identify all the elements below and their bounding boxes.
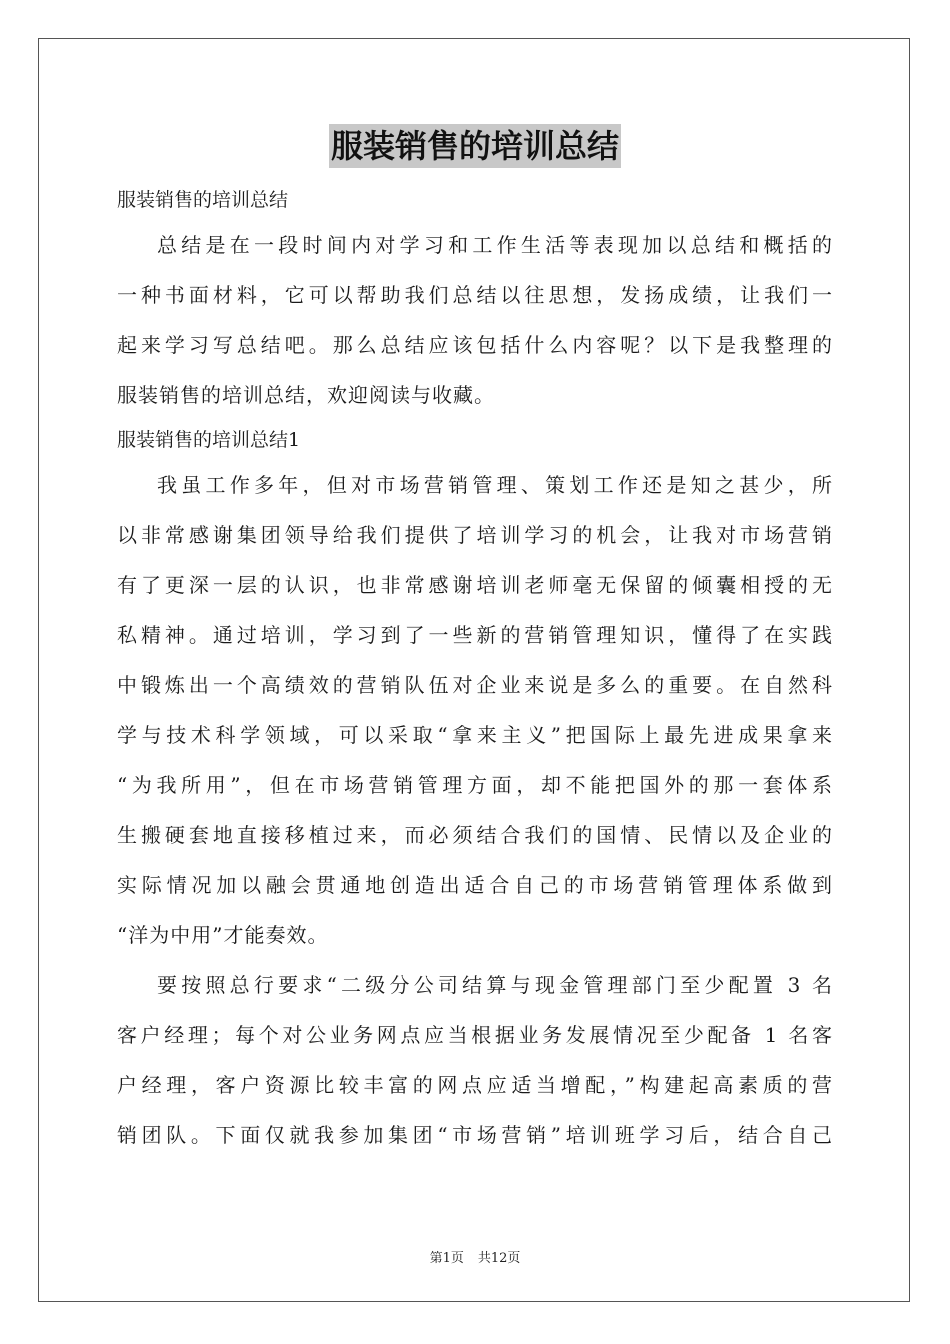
paragraph-line: 以非常感谢集团领导给我们提供了培训学习的机会，让我对市场营销	[117, 523, 833, 547]
paragraph-line: 服装销售的培训总结，欢迎阅读与收藏。	[117, 383, 495, 407]
paragraph-line: 客户经理；每个对公业务网点应当根据业务发展情况至少配备 1 名客	[117, 1023, 833, 1047]
page-footer	[0, 1247, 950, 1266]
paragraph-line: 销团队。下面仅就我参加集团“市场营销”培训班学习后，结合自己	[117, 1123, 833, 1147]
paragraph-line: “为我所用”，但在市场营销管理方面，却不能把国外的那一套体系	[117, 773, 833, 797]
paragraph-line: 私精神。通过培训，学习到了一些新的营销管理知识，懂得了在实践	[117, 623, 833, 647]
paragraph-2	[117, 960, 833, 1160]
paragraph-line: 有了更深一层的认识，也非常感谢培训老师毫无保留的倾囊相授的无	[117, 573, 833, 597]
document-body	[117, 180, 833, 1160]
paragraph-line: 一种书面材料，它可以帮助我们总结以往思想，发扬成绩，让我们一	[117, 283, 833, 307]
paragraph-line: 生搬硬套地直接移植过来，而必须结合我们的国情、民情以及企业的	[117, 823, 833, 847]
paragraph-1	[117, 460, 833, 960]
paragraph-line: 我虽工作多年，但对市场营销管理、策划工作还是知之甚少，所	[157, 473, 833, 497]
page-number: 第1页	[429, 1251, 464, 1266]
title-container	[0, 124, 950, 168]
paragraph-line: 中锻炼出一个高绩效的营销队伍对企业来说是多么的重要。在自然科	[117, 673, 833, 697]
total-pages: 共12页	[477, 1251, 521, 1266]
paragraph-line: 实际情况加以融会贯通地创造出适合自己的市场营销管理体系做到	[117, 873, 833, 897]
paragraph-line: 起来学习写总结吧。那么总结应该包括什么内容呢？以下是我整理的	[117, 333, 833, 357]
paragraph-line: 总结是在一段时间内对学习和工作生活等表现加以总结和概括的	[157, 233, 833, 257]
paragraph-line: 户经理，客户资源比较丰富的网点应适当增配，”构建起高素质的营	[117, 1073, 833, 1097]
intro-paragraph	[117, 220, 833, 420]
section-heading: 服装销售的培训总结1	[117, 429, 301, 451]
paragraph-line: “洋为中用”才能奏效。	[117, 923, 329, 947]
paragraph-line: 学与技术科学领域，可以采取“拿来主义”把国际上最先进成果拿来	[117, 723, 833, 747]
paragraph-line: 要按照总行要求“二级分公司结算与现金管理部门至少配置 3 名	[157, 973, 833, 997]
document-title: 服装销售的培训总结	[329, 124, 621, 168]
document-subtitle: 服装销售的培训总结	[117, 189, 289, 211]
